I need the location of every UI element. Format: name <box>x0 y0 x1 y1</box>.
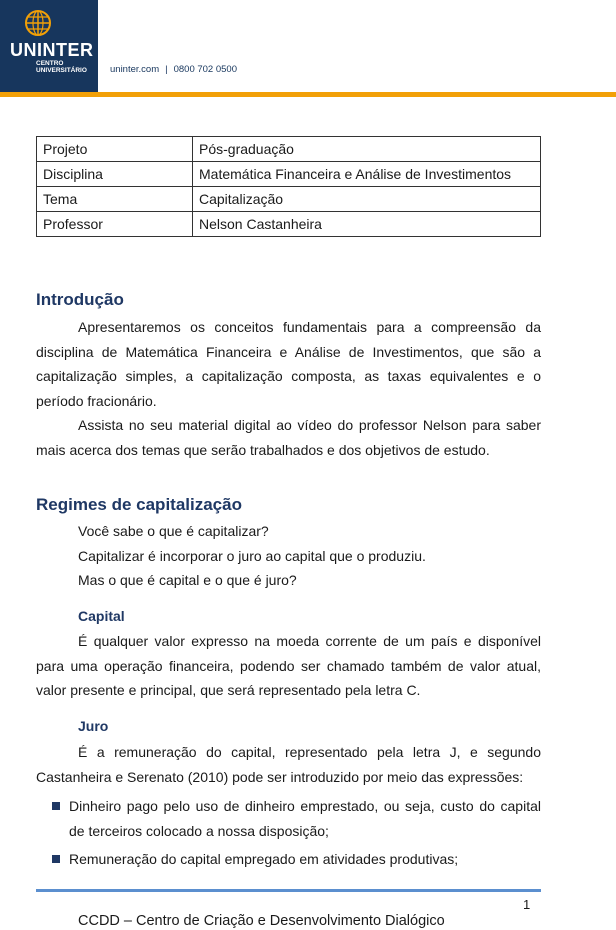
uninter-logo <box>0 0 98 92</box>
capital-paragraph: É qualquer valor expresso na moeda corrente de um país e disponível para uma operação financeira, podendo ser chamado também de valor atual, valor presente e principal, que será representado pela letra C. <box>36 633 541 698</box>
list-item <box>52 794 541 843</box>
footer-rule <box>36 889 541 892</box>
capital-heading: Capital <box>78 608 125 624</box>
site-link[interactable]: uninter.com <box>110 64 160 75</box>
intro-paragraph-2: Assista no seu material digital ao vídeo do professor Nelson para saber mais acerca dos temas que serão trabalhados e dos objetivos de estudo. <box>36 417 541 458</box>
contact-separator: | <box>165 64 168 75</box>
regimes-question-1: Você sabe o que é capitalizar? <box>78 523 269 539</box>
regimes-heading: Regimes de capitalização <box>36 495 242 514</box>
regimes-answer: Capitalizar é incorporar o juro ao capital que o produziu. <box>78 548 426 564</box>
table-key: Projeto <box>37 137 193 162</box>
table-value: Pós-graduação <box>193 137 541 162</box>
table-key: Disciplina <box>37 162 193 187</box>
juro-paragraph: É a remuneração do capital, representado pela letra J, e segundo Castanheira e Serenato (2010) pode ser introduzido por meio das expressões: <box>36 744 541 785</box>
table-value: Matemática Financeira e Análise de Investimentos <box>193 162 541 187</box>
logo-wordmark: UNINTER <box>10 40 94 60</box>
table-row <box>37 162 541 187</box>
page-number: 1 <box>523 897 531 912</box>
list-item-text: Dinheiro pago pelo uso de dinheiro emprestado, ou seja, custo do capital de terceiros colocado a nossa disposição; <box>69 798 541 839</box>
table-value: Capitalização <box>193 187 541 212</box>
table-key: Tema <box>37 187 193 212</box>
header-rule <box>98 92 616 97</box>
table-value: Nelson Castanheira <box>193 212 541 237</box>
juro-bullet-list <box>52 794 541 876</box>
intro-paragraph-1: Apresentaremos os conceitos fundamentais para a compreensão da disciplina de Matemática Financeira e Análise de Investimentos, que são a capitalização simples, a capitalização composta, as taxas equivalentes e o período fracionário. <box>36 319 541 409</box>
juro-heading: Juro <box>78 718 109 734</box>
course-info-table <box>36 136 541 237</box>
list-item-text: Remuneração do capital empregado em atividades produtivas; <box>69 851 459 867</box>
phone-number: 0800 702 0500 <box>173 64 237 75</box>
logo-subtitle-line-1: CENTRO <box>36 60 64 67</box>
logo-subtitle <box>36 60 87 74</box>
logo-subtitle-line-2: UNIVERSITÁRIO <box>36 67 87 74</box>
header-contact <box>110 64 237 75</box>
table-row <box>37 137 541 162</box>
regimes-question-2: Mas o que é capital e o que é juro? <box>78 572 297 588</box>
table-key: Professor <box>37 212 193 237</box>
header-rule-left <box>0 92 98 97</box>
globe-emblem-icon <box>22 8 54 38</box>
list-item <box>52 847 541 872</box>
square-bullet-icon <box>52 855 60 863</box>
table-row <box>37 187 541 212</box>
footer-text: CCDD – Centro de Criação e Desenvolvimento Dialógico <box>78 913 445 929</box>
square-bullet-icon <box>52 802 60 810</box>
intro-heading: Introdução <box>36 290 124 309</box>
table-row <box>37 212 541 237</box>
